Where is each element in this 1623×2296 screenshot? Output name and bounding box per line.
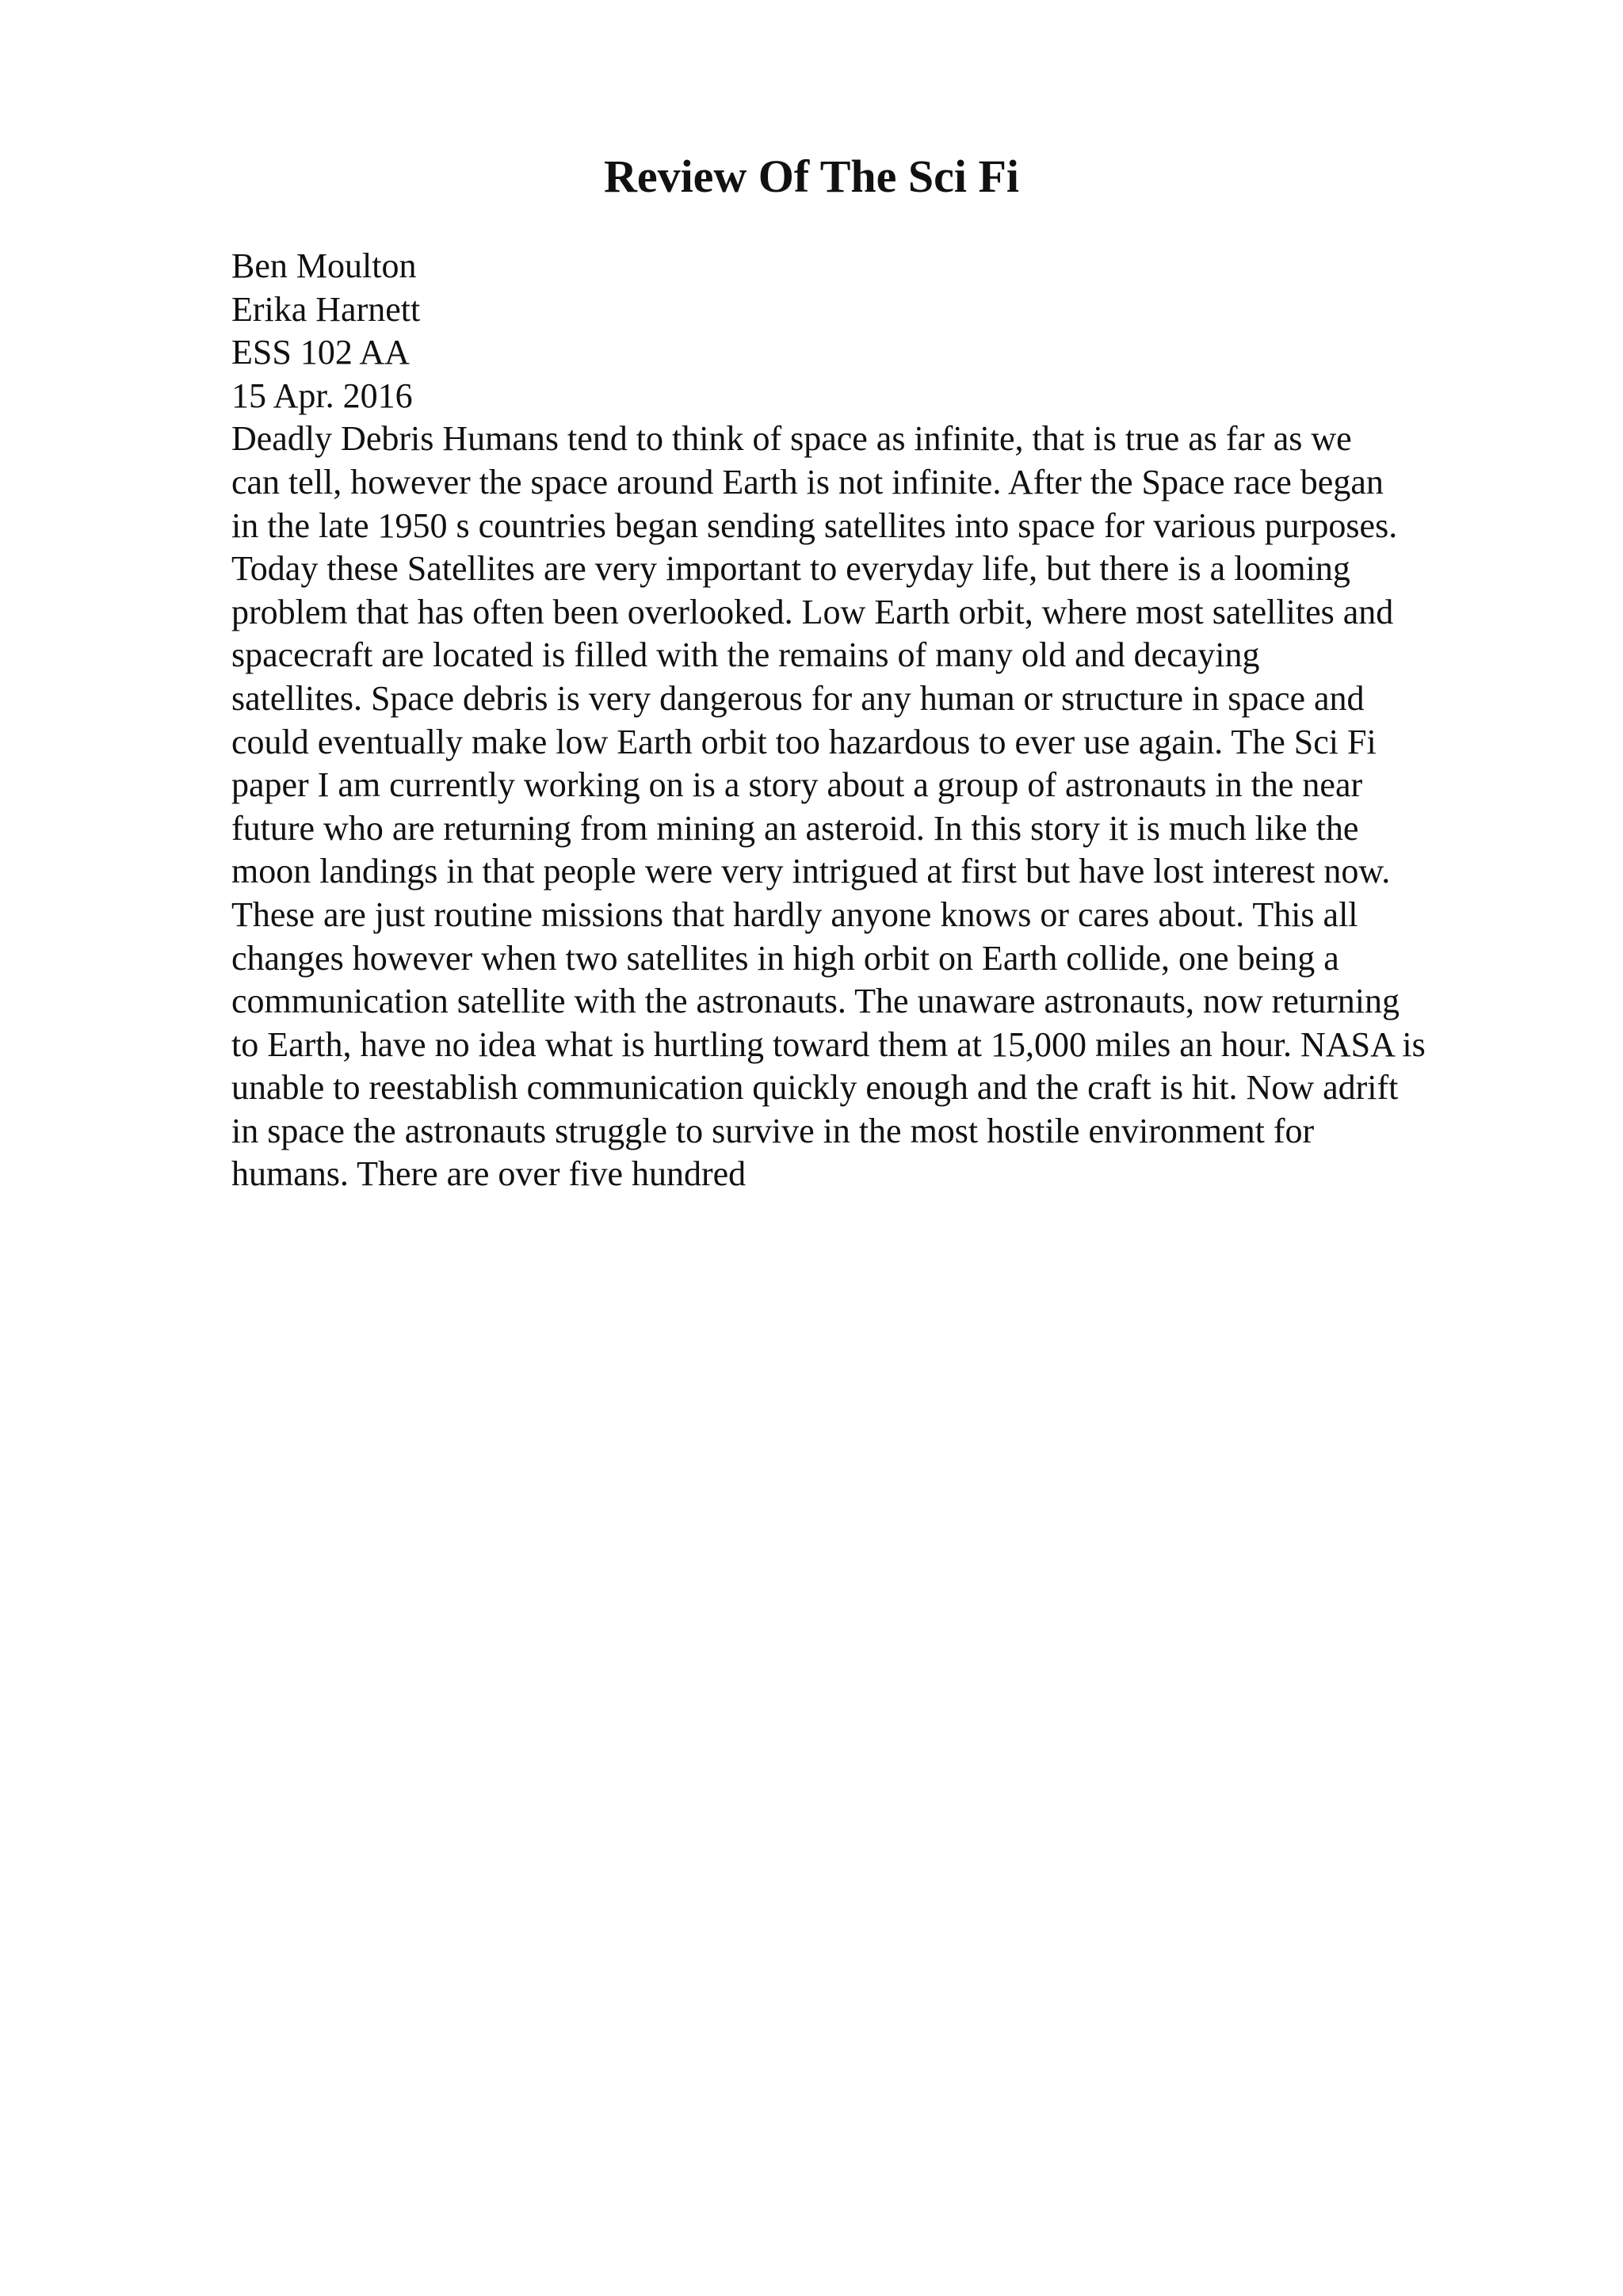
author-name: Ben Moulton [231,246,417,285]
paragraph-line: can tell, however the space around Earth is not infinite. After the Space race began [231,462,1384,502]
body-paragraph [231,418,1515,1196]
paragraph-line: future who are returning from mining an asteroid. In this story it is much like the [231,808,1359,848]
paragraph-line: unable to reestablish communication quickly enough and the craft is hit. Now adrift [231,1068,1399,1108]
paragraph-line: Deadly Debris Humans tend to think of space as infinite, that is true as far as we [231,419,1352,459]
document-body [231,245,1515,1196]
paragraph-line: could eventually make low Earth orbit too hazardous to ever use again. The Sci Fi [231,722,1377,761]
paragraph-line: These are just routine missions that hardly anyone knows or cares about. This all [231,894,1358,934]
document-date: 15 Apr. 2016 [231,376,413,415]
paragraph-line: Today these Satellites are very important to everyday life, but there is a looming [231,549,1350,589]
paragraph-line: changes however when two satellites in high orbit on Earth collide, one being a [231,938,1339,978]
paragraph-line: problem that has often been overlooked. Low Earth orbit, where most satellites and [231,592,1394,631]
paragraph-line: paper I am currently working on is a story about a group of astronauts in the near [231,765,1363,805]
paragraph-line: moon landings in that people were very intrigued at first but have lost interest now. [231,852,1391,891]
course-code: ESS 102 AA [231,333,410,372]
paragraph-line: in space the astronauts struggle to survive in the most hostile environment for [231,1111,1315,1150]
paragraph-line: to Earth, have no idea what is hurtling toward them at 15,000 miles an hour. NASA is [231,1024,1426,1064]
instructor-name: Erika Harnett [231,289,421,329]
paragraph-line: in the late 1950 s countries began sending satellites into space for various purposes. [231,505,1398,545]
document-title: Review Of The Sci Fi [603,151,1020,202]
paragraph-line: spacecraft are located is filled with the remains of many old and decaying [231,635,1260,675]
paragraph-line: humans. There are over five hundred [231,1154,747,1194]
paragraph-line: communication satellite with the astronauts. The unaware astronauts, now returning [231,982,1400,1021]
paragraph-line: satellites. Space debris is very dangerous for any human or structure in space and [231,678,1365,718]
